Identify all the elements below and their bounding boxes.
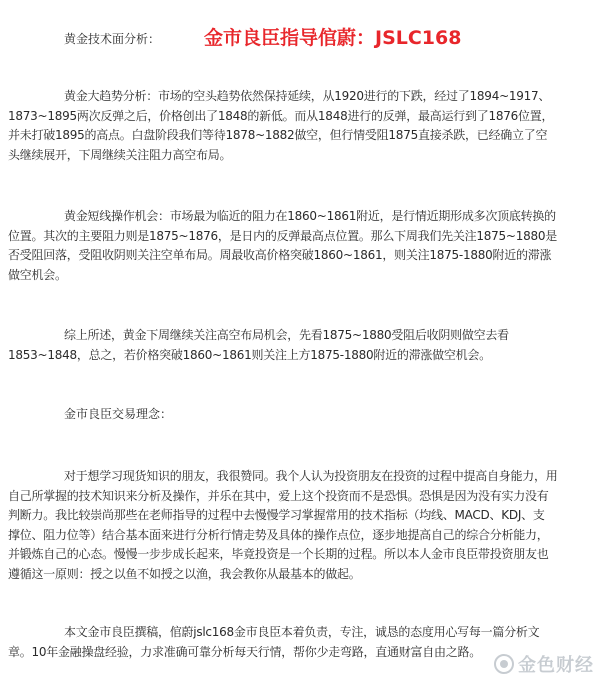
jinse-watermark bbox=[494, 651, 594, 677]
section-label: 黄金技术面分析： bbox=[64, 32, 161, 46]
philosophy-paragraph bbox=[0, 467, 594, 584]
paragraph-line: 并锻炼自己的心态。慢慢一步步成长起来，毕竟投资是一个长期的过程。所以本人金市良臣带投资朋友也 bbox=[8, 547, 549, 561]
paragraph-line: 1873~1895两次反弹之后，价格创出了1848的新低。而从1848进行的反弹，最高运行到了1876位置， bbox=[8, 108, 554, 123]
paragraph-line: 并未打破1895的高点。白盘阶段我们等待1878~1882做空，但行情受阻1875直接杀跌，已经确立了空 bbox=[8, 128, 548, 142]
paragraph-line: 遵循这一原则：授之以鱼不如授之以渔，我会教你从最基本的做起。 bbox=[8, 566, 361, 581]
philosophy-title: 金市良臣交易理念： bbox=[64, 407, 173, 421]
watermark-text: 金色财经 bbox=[518, 655, 594, 676]
paragraph-line: 位置。其次的主要阻力则是1875~1876，是日内的反弹最高点位置。那么下周我们先关注1875~1880是 bbox=[8, 228, 558, 243]
short-term-paragraph bbox=[0, 207, 594, 285]
promo-contact-text: 金市良臣指导倌蔚：JSLC168 bbox=[204, 27, 462, 49]
paragraph-line: 对于想学习现货知识的朋友，我很赞同。我个人认为投资朋友在投资的过程中提高自身能力，用 bbox=[64, 469, 558, 483]
paragraph-line: 头继续展开，下周继续关注阻力高空布局。 bbox=[8, 147, 232, 162]
paragraph-line: 否受阻回落，受阻收阴则关注空单布局。周最收高价格突破1860~1861，则关注1875-1880附近的滞涨 bbox=[8, 248, 552, 262]
paragraph-line: 自己所掌握的技术知识来分析及操作，并乐在其中，爱上这个投资而不是恐惧。恐惧是因为没有实力没有 bbox=[8, 488, 549, 503]
trend-analysis-paragraph bbox=[0, 87, 594, 165]
paragraph-line: 判断力。我比较崇尚那些在老师指导的过程中去慢慢学习掌握常用的技术指标（均线、MACD、KDJ、支 bbox=[8, 508, 545, 522]
paragraph-line: 撑位、阻力位等）结合基本面来进行分析行情走势及具体的操作点位，逐步地提高自己的综合分析能力， bbox=[8, 527, 549, 542]
paragraph-line: 本文金市良臣撰稿，倌蔚jslc168金市良臣本着负责，专注，诚恳的态度用心写每一篇分析文 bbox=[64, 625, 540, 639]
summary-paragraph bbox=[0, 326, 594, 365]
article-header bbox=[64, 27, 584, 51]
paragraph-line: 章。10年金融操盘经验，力求准确可靠分析每天行情，帮你少走弯路，直通财富自由之路。 bbox=[8, 644, 482, 659]
paragraph-line: 综上所述，黄金下周继续关注高空布局机会，先看1875~1880受阻后收阴则做空去看 bbox=[64, 328, 509, 342]
paragraph-line: 做空机会。 bbox=[8, 267, 67, 282]
paragraph-line: 1853~1848，总之，若价格突破1860~1861则关注上方1875-1880附近的滞涨做空机会。 bbox=[8, 347, 491, 362]
jinse-logo-icon bbox=[494, 654, 514, 674]
paragraph-line: 黄金短线操作机会：市场最为临近的阻力在1860~1861附近，是行情近期形成多次顶底转换的 bbox=[64, 209, 556, 223]
paragraph-line: 黄金大趋势分析：市场的空头趋势依然保持延续，从1920进行的下跌，经过了1894~1917、 bbox=[64, 89, 551, 103]
